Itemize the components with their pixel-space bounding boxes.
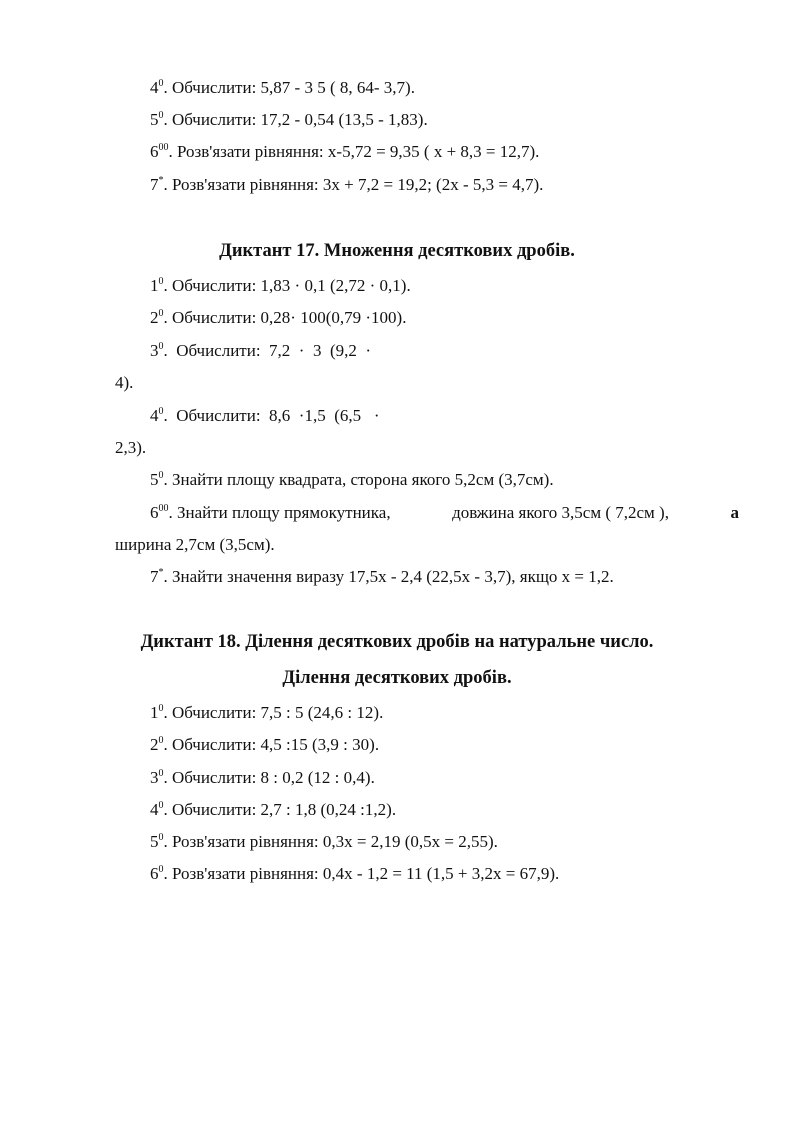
d17-exercise-5	[150, 470, 554, 490]
d18-exercise-5	[150, 832, 498, 852]
exercise-number: 5	[150, 470, 159, 489]
exercise-text: . Обчислити: 2,7 : 1,8 (0,24 :1,2).	[163, 800, 397, 819]
exercise-number: 6	[150, 142, 159, 161]
exercise-number: 5	[150, 110, 159, 129]
exercise-text: . Обчислити: 17,2 - 0,54 (13,5 - 1,83).	[163, 110, 428, 129]
exercise-level: 0	[158, 78, 164, 89]
exercise-text: . Обчислити: 5,87 - 3 5 ( 8, 64- 3,7).	[163, 78, 415, 97]
exercise-7	[150, 175, 543, 195]
dictation-17-title: Диктант 17. Множення десяткових дробів.	[219, 241, 575, 261]
exercise-5	[150, 110, 428, 130]
dictation-18-title: Диктант 18. Ділення десяткових дробів на натуральне число.	[140, 632, 654, 652]
exercise-text: . Обчислити: 8,6 ·1,5 (6,5 ·	[163, 406, 380, 425]
d18-exercise-1	[150, 703, 383, 723]
exercise-text: . Знайти значення виразу 17,5x - 2,4 (22,5x - 3,7), якщо x = 1,2.	[163, 567, 614, 586]
d17-exercise-3	[150, 341, 371, 361]
d18-exercise-2	[150, 735, 379, 755]
exercise-level: 0	[158, 308, 164, 319]
d18-exercise-3	[150, 768, 375, 788]
exercise-number: 7	[150, 175, 159, 194]
d18-exercise-6	[150, 864, 559, 884]
exercise-level: 0	[158, 470, 164, 481]
exercise-6-part-c: а	[730, 503, 739, 522]
exercise-text: . Обчислити: 0,28· 100(0,79 ·100).	[163, 308, 407, 327]
d17-exercise-7	[150, 567, 614, 587]
exercise-level: 0	[158, 735, 164, 746]
d17-exercise-2	[150, 308, 406, 328]
d18-exercise-4	[150, 800, 396, 820]
exercise-level: 00	[158, 503, 169, 514]
exercise-text: . Знайти площу прямокутника,	[168, 503, 391, 522]
exercise-text: . Обчислити: 4,5 :15 (3,9 : 30).	[163, 735, 380, 754]
exercise-text: . Розв'язати рівняння: 0,4x - 1,2 = 11 (1,5 + 3,2x = 67,9).	[163, 864, 560, 883]
exercise-text: . Обчислити: 8 : 0,2 (12 : 0,4).	[163, 768, 375, 787]
exercise-number: 7	[150, 567, 159, 586]
exercise-level: 0	[158, 703, 164, 714]
exercise-text: . Обчислити: 1,83 · 0,1 (2,72 · 0,1).	[163, 276, 411, 295]
exercise-6	[150, 142, 539, 162]
exercise-level: 0	[158, 832, 164, 843]
exercise-number: 2	[150, 735, 159, 754]
d17-exercise-6	[150, 503, 739, 523]
dictation-18-subtitle: Ділення десяткових дробів.	[282, 668, 512, 688]
exercise-level: 00	[158, 142, 169, 153]
exercise-6-part-a	[150, 503, 391, 523]
exercise-text: . Обчислити: 7,5 : 5 (24,6 : 12).	[163, 703, 384, 722]
exercise-number: 1	[150, 276, 159, 295]
exercise-level: *	[158, 567, 164, 578]
exercise-number: 6	[150, 503, 159, 522]
exercise-level: *	[158, 175, 164, 186]
exercise-number: 1	[150, 703, 159, 722]
d17-exercise-6-continuation: ширина 2,7см (3,5см).	[115, 535, 275, 554]
exercise-text: . Розв'язати рівняння: x-5,72 = 9,35 ( x + 8,3 = 12,7).	[168, 142, 540, 161]
exercise-level: 0	[158, 768, 164, 779]
d17-exercise-4-continuation: 2,3).	[115, 438, 147, 457]
exercise-number: 2	[150, 308, 159, 327]
exercise-level: 0	[158, 800, 164, 811]
exercise-level: 0	[158, 276, 164, 287]
exercise-number: 4	[150, 406, 159, 425]
exercise-4	[150, 78, 415, 98]
exercise-text: . Знайти площу квадрата, сторона якого 5,2см (3,7см).	[163, 470, 554, 489]
exercise-text: . Обчислити: 7,2 · 3 (9,2 ·	[163, 341, 372, 360]
d17-exercise-1	[150, 276, 411, 296]
exercise-number: 3	[150, 341, 159, 360]
exercise-level: 0	[158, 864, 164, 875]
exercise-level: 0	[158, 110, 164, 121]
exercise-number: 6	[150, 864, 159, 883]
exercise-level: 0	[158, 341, 164, 352]
d17-exercise-4	[150, 406, 380, 426]
exercise-number: 3	[150, 768, 159, 787]
exercise-level: 0	[158, 406, 164, 417]
exercise-6-part-b: довжина якого 3,5см ( 7,2см ),	[452, 503, 669, 522]
exercise-number: 4	[150, 800, 159, 819]
d17-exercise-3-continuation: 4).	[115, 373, 134, 392]
exercise-text: . Розв'язати рівняння: 0,3x = 2,19 (0,5x = 2,55).	[163, 832, 498, 851]
exercise-number: 5	[150, 832, 159, 851]
exercise-text: . Розв'язати рівняння: 3x + 7,2 = 19,2; (2x - 5,3 = 4,7).	[163, 175, 544, 194]
exercise-number: 4	[150, 78, 159, 97]
